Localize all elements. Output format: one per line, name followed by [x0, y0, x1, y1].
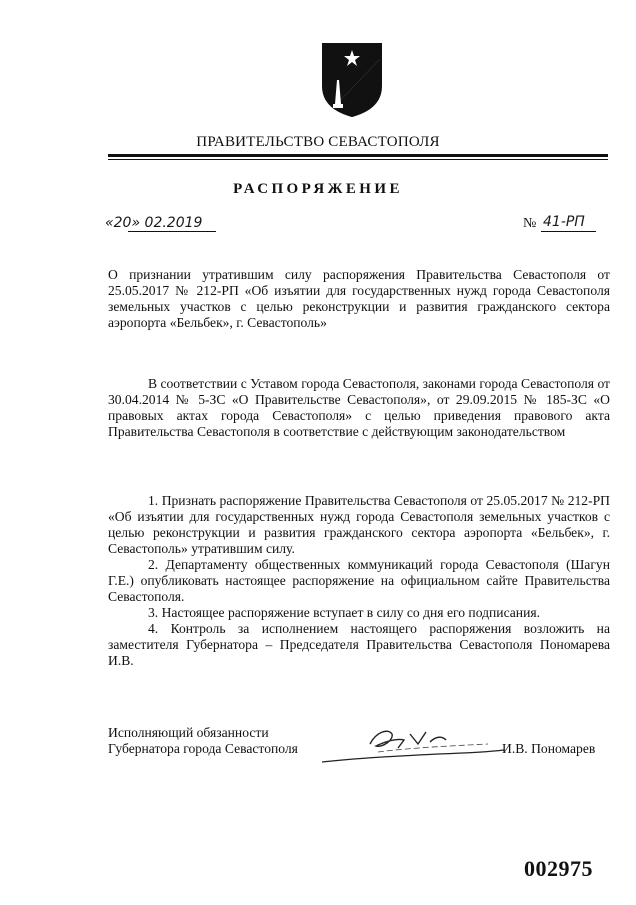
signatory-role-line1: Исполняющий обязанности: [108, 725, 269, 740]
header-rule-thin: [108, 159, 608, 160]
order-items: [108, 493, 610, 669]
order-item: 1. Признать распоряжение Правительства Севастополя от 25.05.2017 № 212-РП «Об изъятии для государственных нужд города Севастополя земельных участков с целью реконструкции и развития гражданского сектора аэропорта «Бельбек», г. Севастополь» утратившим силу.: [108, 493, 610, 556]
number-underline: [541, 231, 596, 232]
registration-number: 002975: [524, 856, 593, 881]
document-type: РАСПОРЯЖЕНИЕ: [233, 181, 403, 197]
document-title: О признании утратившим силу распоряжения Правительства Севастополя от 25.05.2017 № 212-РП «Об изъятии для государственных нужд города Севастополя земельных участков с целью реконструкции и развития гражданского сектора аэропорта «Бельбек», г. Севастополь»: [108, 267, 610, 330]
order-item: 2. Департаменту общественных коммуникаций города Севастополя (Шагун Г.Е.) опубликовать настоящее распоряжение на официальном сайте Правительства Севастополя.: [108, 557, 610, 604]
signatory-role-line2: Губернатора города Севастополя: [108, 741, 298, 756]
date-underline: [128, 231, 216, 232]
government-title: ПРАВИТЕЛЬСТВО СЕВАСТОПОЛЯ: [196, 134, 440, 150]
signatory-name: И.В. Пономарев: [502, 741, 596, 756]
document-date: «20» 02.2019: [105, 215, 203, 231]
legal-basis-paragraph: В соответствии с Уставом города Севастополя, законами города Севастополя от 30.04.2014 № 5-ЗС «О Правительстве Севастополя», от 29.09.2015 № 185-ЗС «О правовых актах города Севастополя» с целью приведения правового акта Правительства Севастополя в соответствие с действующим законодательством: [108, 376, 610, 439]
order-item: 4. Контроль за исполнением настоящего распоряжения возложить на заместителя Губернатора – Председателя Правительства Севастополя Пономарева И.В.: [108, 621, 610, 668]
sevastopol-coat-of-arms-icon: [321, 42, 383, 118]
header-rule-thick: [108, 154, 608, 157]
document-number: 41-РП: [543, 214, 585, 230]
number-prefix: №: [523, 216, 537, 231]
order-item: 3. Настоящее распоряжение вступает в силу со дня его подписания.: [148, 605, 541, 620]
handwritten-signature: [318, 722, 508, 768]
